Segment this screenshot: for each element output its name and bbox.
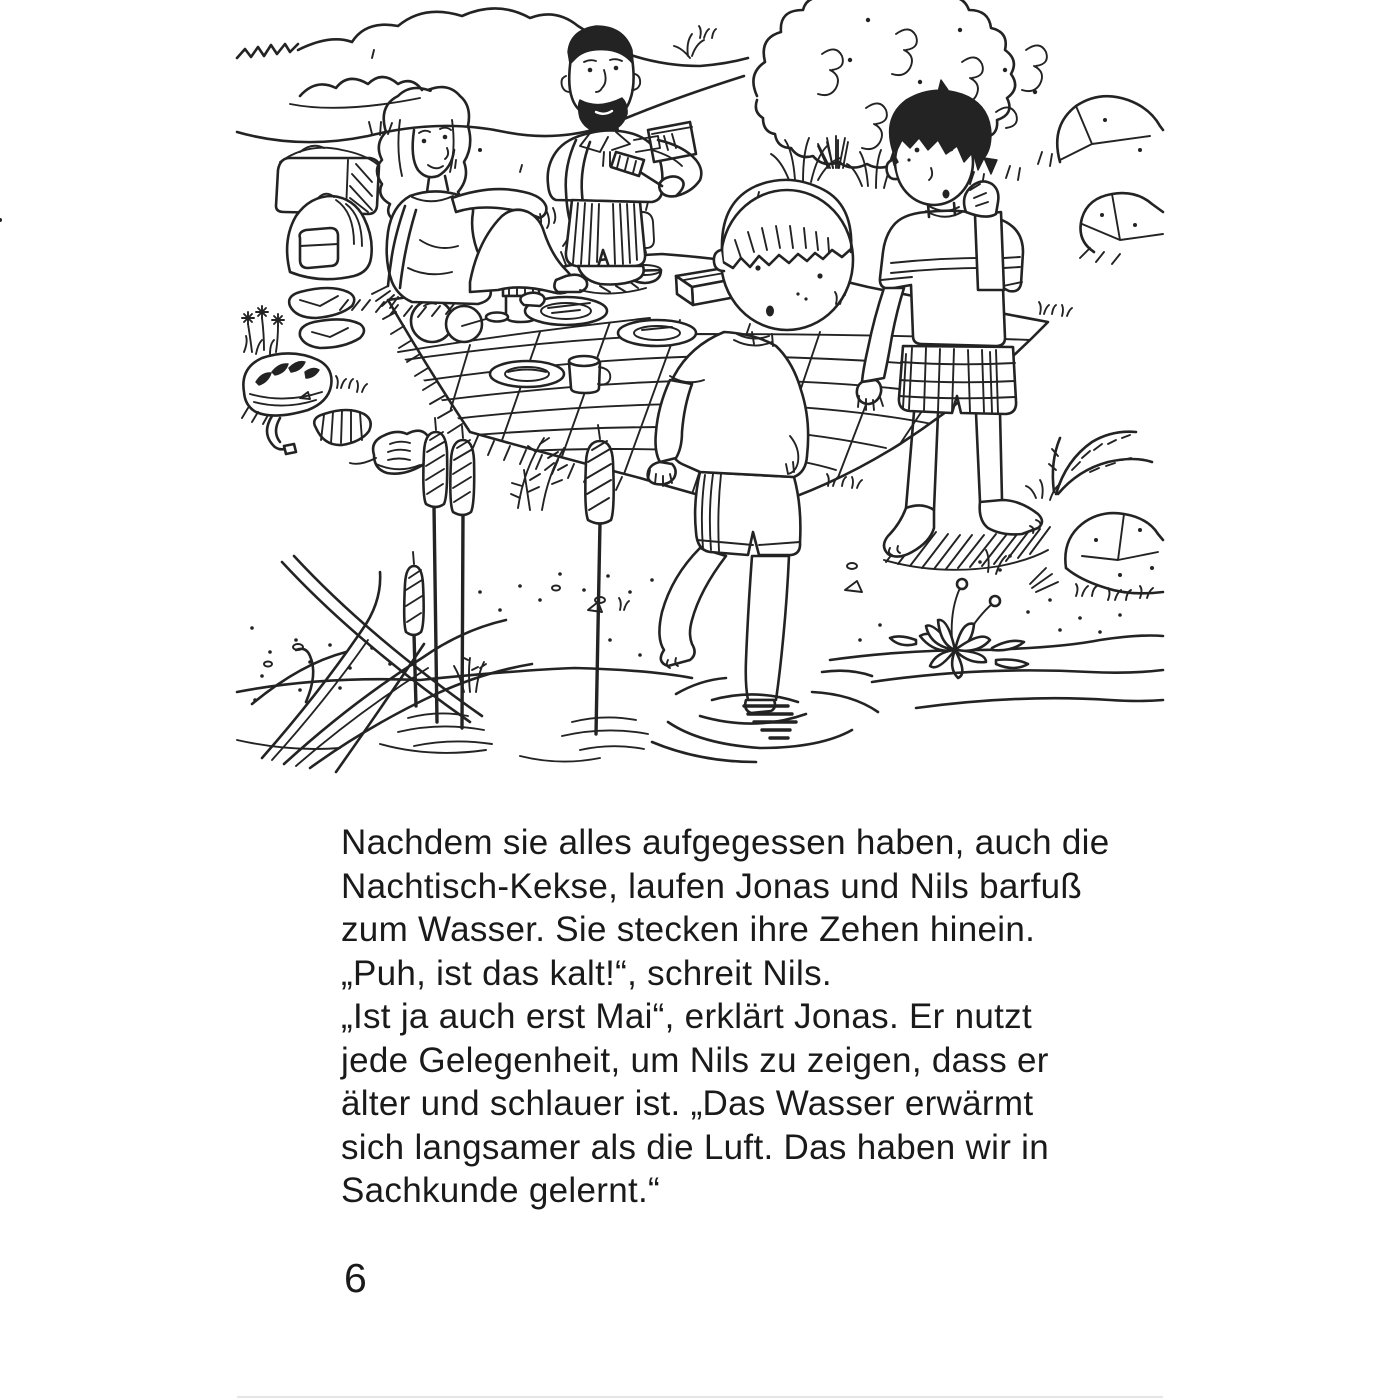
father-hair <box>568 26 633 64</box>
page-bottom-rule <box>237 1396 1163 1398</box>
plate <box>490 361 564 387</box>
story-line: zum Wasser. Sie stecken ihre Zehen hinein. <box>341 910 1036 949</box>
story-line: Sachkunde gelernt.“ <box>341 1171 660 1210</box>
story-line: sich langsamer als die Luft. Das haben wir in <box>341 1127 1050 1167</box>
cattail <box>423 418 447 507</box>
flipflops <box>289 288 364 348</box>
nils-mouth <box>766 306 774 317</box>
jonas-mouth <box>943 190 950 199</box>
reeds <box>252 418 648 772</box>
story-text <box>341 821 1109 1213</box>
story-line: jede Gelegenheit, um Nils zu zeigen, dass er <box>341 1040 1049 1080</box>
story-line: Nachdem sie alles aufgegessen haben, auch die <box>341 823 1110 862</box>
water-right <box>872 670 1163 708</box>
fern-plant <box>1026 432 1152 500</box>
bike-helmet <box>242 353 331 454</box>
flowers <box>242 306 284 354</box>
cattail <box>404 552 423 635</box>
father-beard <box>579 98 628 133</box>
jonas-hand <box>964 181 998 216</box>
plate <box>618 320 696 346</box>
sock <box>314 410 370 445</box>
page-number: 6 <box>344 1255 367 1301</box>
rocks-upper <box>1057 96 1310 264</box>
story-line: „Puh, ist das kalt!“, schreit Nils. <box>341 953 832 993</box>
cattail <box>450 426 474 515</box>
water-flower <box>890 579 1028 678</box>
apple <box>446 306 482 342</box>
story-line: älter und schlauer ist. „Das Wasser erwärmt <box>341 1084 1034 1123</box>
story-line: „Ist ja auch erst Mai“, erklärt Jonas. Er nutzt <box>341 997 1032 1036</box>
story-line: Nachtisch-Kekse, laufen Jonas und Nils barfuß <box>341 866 1083 906</box>
